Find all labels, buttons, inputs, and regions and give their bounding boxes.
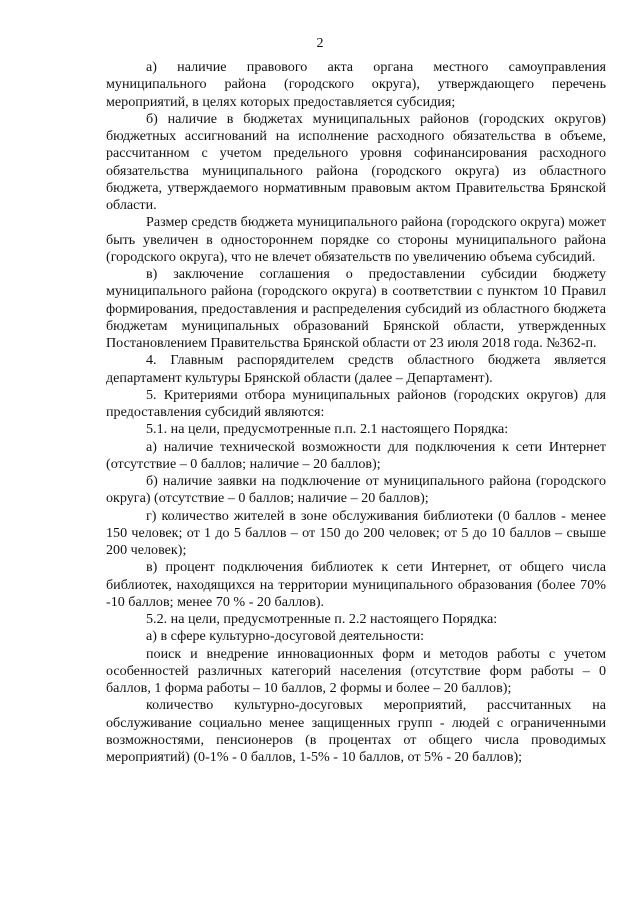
paragraph: а) в сфере культурно-досуговой деятельности: <box>146 628 425 645</box>
paragraph: 4. Главным распорядителем средств областного бюджета является департамент культуры Брянской области (далее – Департамент). <box>106 352 606 386</box>
paragraph: 5. Критериями отбора муниципальных районов (городских округов) для предоставления субсидий являются: <box>106 386 606 420</box>
paragraph: количество культурно-досуговых мероприятий, рассчитанных на обслуживание социально менее защищенных групп - людей с ограниченными возможностями, пенсионеров (в процентах от общего числа проводимых мероприятий) (0-1% - 0 баллов, 1-5% - 10 баллов, от 5% - 20 баллов); <box>106 697 606 765</box>
paragraph: а) наличие технической возможности для подключения к сети Интернет (отсутствие – 0 баллов; наличие – 20 баллов); <box>106 438 606 472</box>
document-body <box>106 59 606 766</box>
page-number: 2 <box>316 36 324 51</box>
paragraph: 5.1. на цели, предусмотренные п.п. 2.1 настоящего Порядка: <box>146 421 509 438</box>
paragraph: а) наличие правового акта органа местного самоуправления муниципального района (городского округа), утверждающего перечень мероприятий, в целях которых предоставляется субсидия; <box>106 59 606 110</box>
paragraph: б) наличие заявки на подключение от муниципального района (городского округа) (отсутствие – 0 баллов; наличие – 20 баллов); <box>106 473 606 507</box>
paragraph: поиск и внедрение инновационных форм и методов работы с учетом особенностей различных категорий населения (отсутствие форм работы – 0 баллов, 1 форма работы – 10 баллов, 2 формы и более – 20 баллов); <box>106 645 606 696</box>
paragraph: б) наличие в бюджетах муниципальных районов (городских округов) бюджетных ассигнований на исполнение расходного обязательства в объеме, рассчитанном с учетом предельного уровня софинансирования расходного обязательства муниципального района (городского округа) из областного бюджета, утверждаемого нормативным правовым актом Правительства Брянской области. <box>106 110 606 213</box>
paragraph: в) заключение соглашения о предоставлении субсидии бюджету муниципального района (городского округа) в соответствии с пунктом 10 Правил формирования, предоставления и распределения субсидий из областного бюджета бюджетам муниципальных образований Брянской области, утвержденных Постановлением Правительства Брянской области от 23 июля 2018 года. №362-п. <box>106 266 606 351</box>
paragraph: 5.2. на цели, предусмотренные п. 2.2 настоящего Порядка: <box>146 611 498 627</box>
paragraph: г) количество жителей в зоне обслуживания библиотеки (0 баллов - менее 150 человек; от 1 до 5 баллов – от 150 до 200 человек; от 5 до 10 баллов – свыше 200 человек); <box>106 507 606 558</box>
paragraph: в) процент подключения библиотек к сети Интернет, от общего числа библиотек, находящихся на территории муниципального образования (более 70% -10 баллов; менее 70 % - 20 баллов). <box>106 559 606 610</box>
paragraph: Размер средств бюджета муниципального района (городского округа) может быть увеличен в одностороннем порядке со стороны муниципального района (городского округа), что не влечет обязательств по увеличению объема субсидий. <box>106 214 606 265</box>
